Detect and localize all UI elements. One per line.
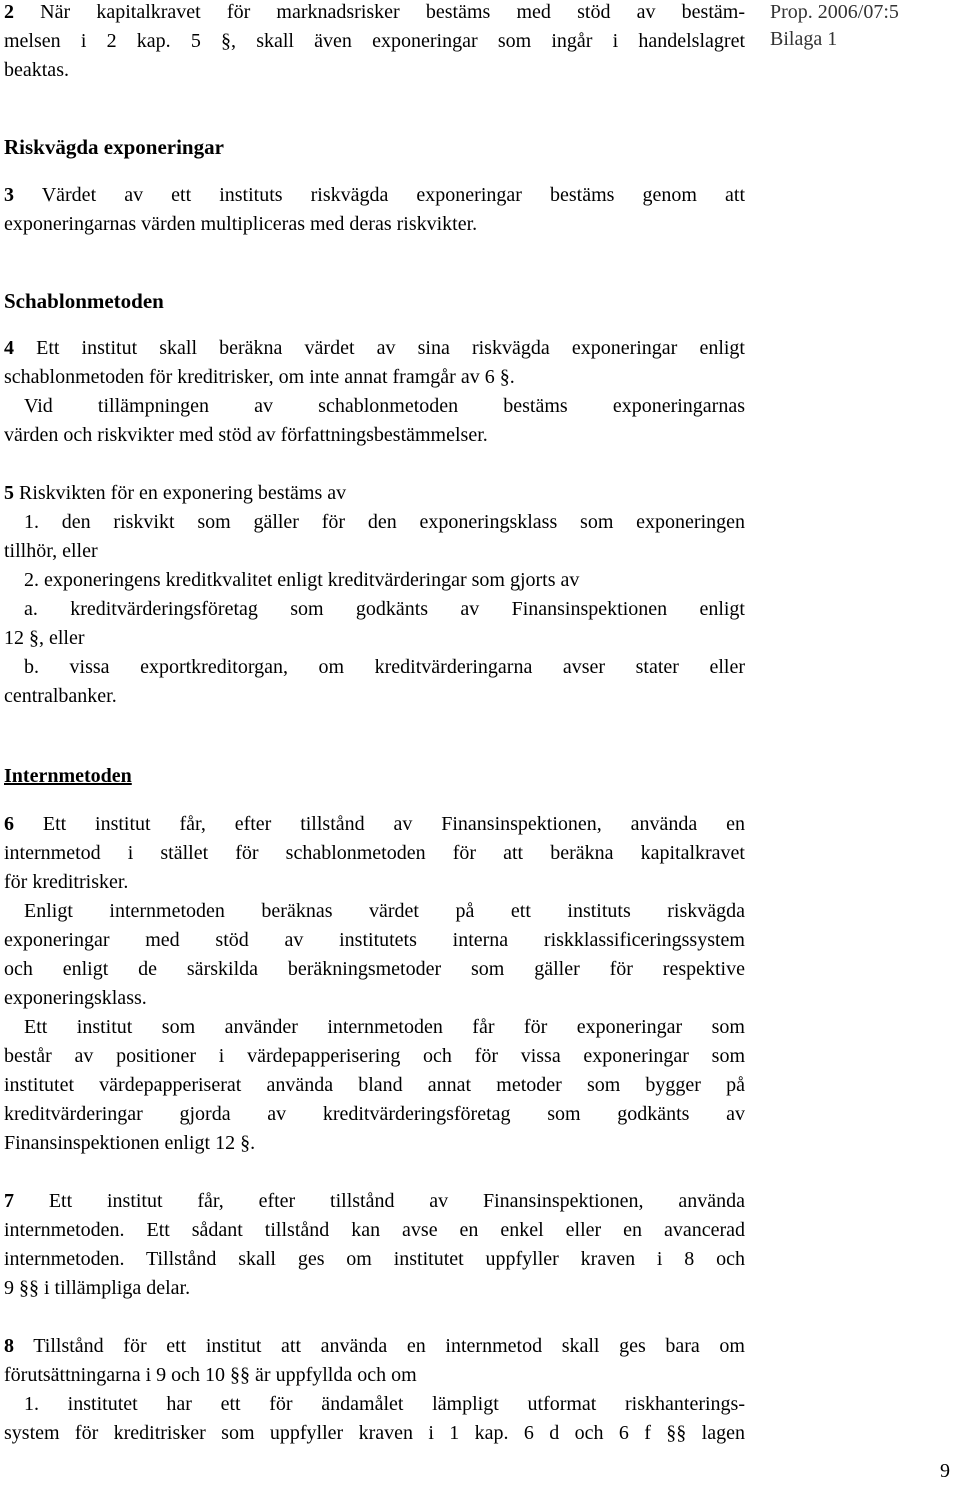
text-line: Ett institut som använder internmetoden får för exponeringar som [24,1016,745,1038]
list-item: 1. den riskvikt som gäller för den exponeringsklass som exponeringen [24,511,745,533]
text-line: 3 Värdet av ett instituts riskvägda exponeringar bestäms genom att [4,184,745,206]
list-item: 1. institutet har ett för ändamålet lämpligt utformat riskhanterings- [24,1393,745,1415]
text-line: 5 Riskvikten för en exponering bestäms av [4,482,347,504]
text-line: internmetoden. Ett sådant tillstånd kan avse en enkel eller en avancerad [4,1219,745,1241]
text-line: internmetoden. Tillstånd skall ges om institutet uppfyller kraven i 8 och [4,1248,745,1270]
text-line: Finansinspektionen enligt 12 §. [4,1132,256,1154]
text-line: exponeringsklass. [4,987,147,1009]
section-heading: Riskvägda exponeringar [4,135,224,159]
text-line: system för kreditrisker som uppfyller kraven i 1 kap. 6 d och 6 f §§ lagen [4,1422,745,1444]
text-line: beaktas. [4,59,69,81]
text-line: 9 §§ i tillämpliga delar. [4,1277,191,1299]
text-line: exponeringarnas värden multipliceras med deras riskvikter. [4,213,478,235]
text-line: värden och riskvikter med stöd av författningsbestämmelser. [4,424,488,446]
page-number: 9 [940,1460,950,1482]
text-line: 8 Tillstånd för ett institut att använda en internmetod skall ges bara om [4,1335,745,1357]
text-line: 2 När kapitalkravet för marknadsrisker bestäms med stöd av bestäm- [4,1,745,23]
section-heading: Schablonmetoden [4,289,164,313]
text-line: tillhör, eller [4,540,98,562]
list-item: a. kreditvärderingsföretag som godkänts av Finansinspektionen enligt [24,598,745,620]
text-line: Enligt internmetoden beräknas värdet på ett instituts riskvägda [24,900,745,922]
text-line: exponeringar med stöd av institutets interna riskklassificeringssystem [4,929,745,951]
text-line: kreditvärderingar gjorda av kreditvärderingsföretag som godkänts av [4,1103,745,1125]
text-line: 4 Ett institut skall beräkna värdet av sina riskvägda exponeringar enligt [4,337,745,359]
text-line: centralbanker. [4,685,117,707]
section-heading: Internmetoden [4,765,132,787]
text-line: 12 §, eller [4,627,85,649]
list-item: b. vissa exportkreditorgan, om kreditvärderingarna avser stater eller [24,656,745,678]
text-line: 7 Ett institut får, efter tillstånd av Finansinspektionen, använda [4,1190,745,1212]
text-line: institutet värdepapperiserat använda bland annat metoder som bygger på [4,1074,745,1096]
header-bilaga: Bilaga 1 [770,28,838,50]
text-line: schablonmetoden för kreditrisker, om inte annat framgår av 6 §. [4,366,515,388]
text-line: för kreditrisker. [4,871,129,893]
text-line: består av positioner i värdepapperisering och för vissa exponeringar som [4,1045,745,1067]
text-line: förutsättningarna i 9 och 10 §§ är uppfyllda och om [4,1364,417,1386]
header-prop: Prop. 2006/07:5 [770,1,899,23]
text-line: melsen i 2 kap. 5 §, skall även exponeringar som ingår i handelslagret [4,30,745,52]
text-line: 6 Ett institut får, efter tillstånd av Finansinspektionen, använda en [4,813,745,835]
text-line: internmetod i stället för schablonmetoden för att beräkna kapitalkravet [4,842,745,864]
text-line: Vid tillämpningen av schablonmetoden bestäms exponeringarnas [24,395,745,417]
text-line: och enligt de särskilda beräkningsmetoder som gäller för respektive [4,958,745,980]
list-item: 2. exponeringens kreditkvalitet enligt kreditvärderingar som gjorts av [24,569,580,591]
